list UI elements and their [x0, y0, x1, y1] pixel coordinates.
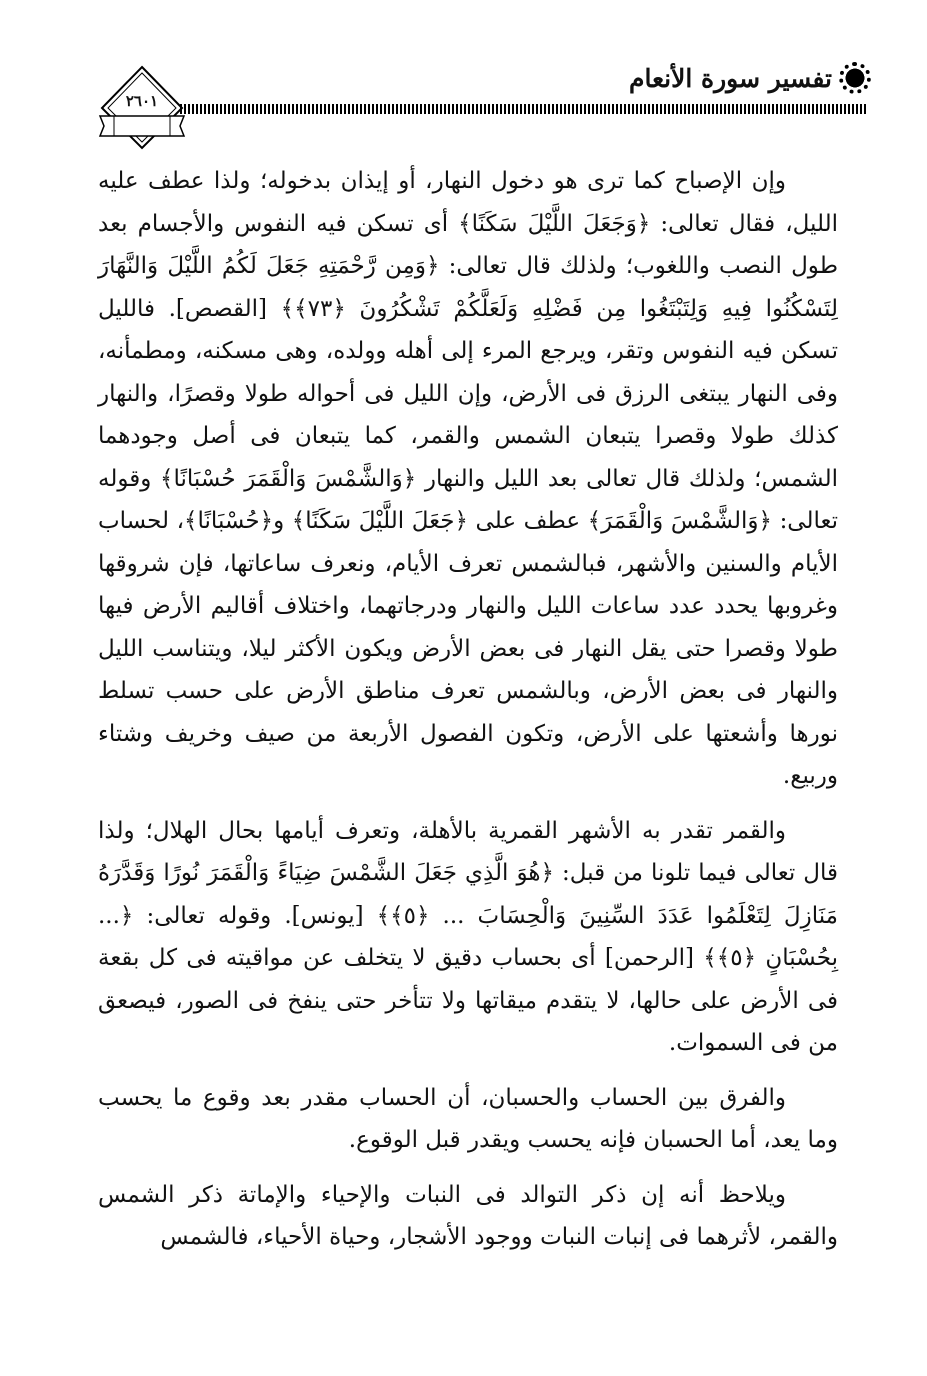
header-rule [180, 104, 867, 114]
ornament-bullet-icon [843, 66, 867, 90]
paragraph: والقمر تقدر به الأشهر القمرية بالأهلة، وتعرف أيامها بحال الهلال؛ ولذا قال تعالى فيما تلونا من قبل: ﴿هُوَ الَّذِي جَعَلَ الشَّمْسَ ضِيَاءً وَالْقَمَرَ نُورًا وَقَدَّرَهُ مَنَازِلَ لِتَعْلَمُوا عَدَدَ السِّنِينَ وَالْحِسَابَ ... ﴿٥﴾﴾ [يونس]. وقوله تعالى: ﴿... بِحُسْبَانٍ ﴿٥﴾﴾ [الرحمن] أى بحساب دقيق لا يتخلف عن مواقيته فى كل بقعة فى الأرض على حالها، لا يتقدم ميقاتها ولا تتأخر حتى ينفخ فى الصور، فيصعق من فى السموات. [98, 817, 838, 1056]
header-title: تفسير سورة الأنعام [628, 64, 832, 93]
page-number: ٢٦٠١ [125, 92, 159, 110]
paragraph: ويلاحظ أنه إن ذكر التوالد فى النبات والإحياء والإماتة ذكر الشمس والقمر، لأثرهما فى إنبات النبات ووجود الأشجار، وحياة الأحياء، فالشمس [98, 1181, 838, 1250]
paragraph: والفرق بين الحساب والحسبان، أن الحساب مقدر بعد وقوع ما يحسب وما يعد، أما الحسبان فإنه يحسب ويقدر قبل الوقوع. [98, 1084, 838, 1153]
page-body [98, 160, 838, 1271]
page-header [0, 0, 927, 150]
paragraph: وإن الإصباح كما ترى هو دخول النهار، أو إيذان بدخوله؛ ولذا عطف عليه الليل، فقال تعالى: ﴿وَجَعَلَ اللَّيْلَ سَكَنًا﴾ أى تسكن فيه النفوس والأجسام بعد طول النصب واللغوب؛ ولذلك قال تعالى: ﴿وَمِن رَّحْمَتِهِ جَعَلَ لَكُمُ اللَّيْلَ وَالنَّهَارَ لِتَسْكُنُوا فِيهِ وَلِتَبْتَغُوا مِن فَضْلِهِ وَلَعَلَّكُمْ تَشْكُرُونَ ﴿٧٣﴾﴾ [القصص]. فالليل تسكن فيه النفوس وتقر، ويرجع المرء إلى أهله وولده، وهى مسكنه، ومطمأنه، وفى النهار يبتغى الرزق فى الأرض، وإن الليل فى أحواله طولا وقصرًا، والنهار كذلك طولا وقصرا يتبعان الشمس والقمر، كما يتبعان فى أصل وجودهما الشمس؛ ولذلك قال تعالى بعد الليل والنهار ﴿وَالشَّمْسَ وَالْقَمَرَ حُسْبَانًا﴾ وقوله تعالى: ﴿وَالشَّمْسَ وَالْقَمَرَ﴾ عطف على ﴿جَعَلَ اللَّيْلَ سَكَنًا﴾ و﴿حُسْبَانًا﴾، لحساب الأيام والسنين والأشهر، فبالشمس تعرف الأيام، ونعرف ساعاتها، فإن شروقها وغروبها يحدد عدد ساعات الليل والنهار ودرجاتهما، واختلاف أقاليم الأرض فيها طولا وقصرا حتى يقل النهار فى بعض الأرض ويكون الأكثر ليلا، ويتناسب الليل والنهار فى بعض الأرض، وبالشمس تعرف مناطق الأرض على حسب تسلط نورها وأشعتها على الأرض، وتكون الفصول الأربعة من صيف وخريف وشتاء وربيع. [98, 168, 838, 789]
